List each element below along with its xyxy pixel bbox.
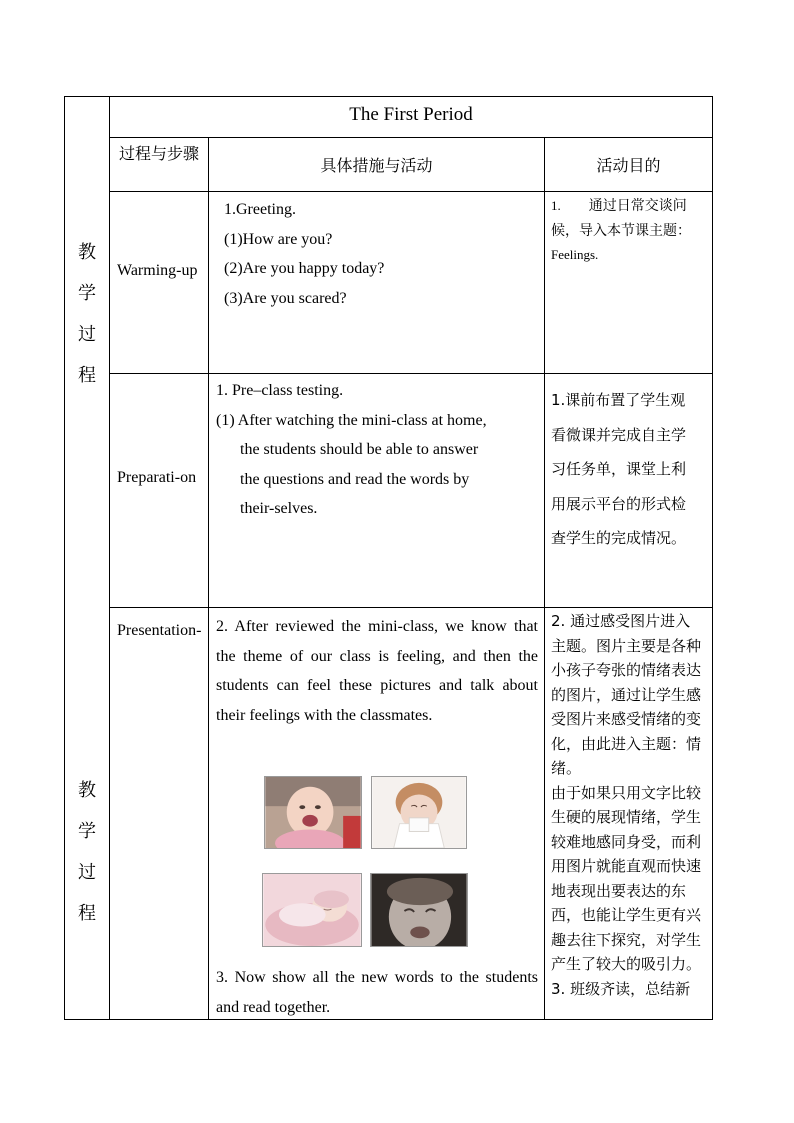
purpose-number: 1. xyxy=(551,198,561,213)
purpose-text: 通过日常交谈问候，导入本节课主题： xyxy=(551,198,691,239)
activity-line: (1) After watching the mini-class at home, xyxy=(216,411,487,429)
crying-child-photo xyxy=(370,873,468,947)
purpose-paragraph: 2. 通过感受图片进入主题。图片主要是各种小孩子夸张的情绪表达的图片，通过让学生感受图片来感受情绪的变化，由此进入主题：情绪。 xyxy=(551,612,702,777)
activity-line: the students should be able to answer xyxy=(240,441,479,458)
side-label-bottom: 教 学 过 程 xyxy=(78,780,96,924)
stage-presentation: Presentation- xyxy=(117,622,202,639)
activities-preparation xyxy=(216,376,542,524)
stage-preparation: Preparati-on xyxy=(117,469,197,486)
header-step: 过程与步骤 xyxy=(118,144,199,163)
laughing-baby-photo xyxy=(264,776,362,849)
activity-line: (2)Are you happy today? xyxy=(224,260,385,277)
purpose-tail: Feelings. xyxy=(551,247,599,262)
sleeping-baby-photo xyxy=(262,873,362,947)
activity-line: 1. Pre–class testing. xyxy=(216,382,344,399)
activities-warming-up xyxy=(224,195,540,313)
stage-warming-up: Warming-up xyxy=(117,262,198,279)
header-activity: 具体措施与活动 xyxy=(320,156,433,175)
purpose-preparation: 1.课前布置了学生观看微课并完成自主学习任务单，课堂上利用展示平台的形式检查学生的完成情况。 xyxy=(551,391,687,547)
table-border-right xyxy=(712,96,713,1020)
row-line-preparation xyxy=(109,607,713,608)
row-line-warmup xyxy=(109,373,713,374)
purpose-warming-up xyxy=(551,194,707,268)
crying-child-image xyxy=(371,874,467,946)
sneezing-child-photo xyxy=(371,776,467,849)
sleeping-baby-image xyxy=(263,874,361,946)
activity-line: (1)How are you? xyxy=(224,230,333,248)
purpose-paragraph: 3. 班级齐读，总结新 xyxy=(551,979,691,998)
purpose-presentation xyxy=(551,609,704,1001)
activity-line: their-selves. xyxy=(240,500,318,517)
sneezing-child-image xyxy=(372,777,466,848)
row-line-title xyxy=(109,137,713,138)
table-border-top xyxy=(64,96,713,97)
side-label-top: 教 学 过 程 xyxy=(78,242,96,386)
table-divider-activity xyxy=(544,137,545,1020)
table-divider-side xyxy=(109,96,110,1020)
activity-line: the questions and read the words by xyxy=(240,470,470,488)
activity-line: 1.Greeting. xyxy=(224,201,296,218)
activities-presentation-2: 3. Now show all the new words to the students and read together. xyxy=(216,969,538,1016)
activities-presentation-1: 2. After reviewed the mini-class, we know that the theme of our class is feeling, and then the students can feel these pictures and talk about their feelings with the classmates. xyxy=(216,618,538,724)
header-purpose: 活动目的 xyxy=(596,156,661,175)
activity-line: (3)Are you scared? xyxy=(224,289,347,307)
table-divider-stage xyxy=(208,137,209,1020)
row-line-header xyxy=(109,191,713,192)
period-title: The First Period xyxy=(349,104,473,125)
purpose-paragraph: 由于如果只用文字比较生硬的展现情绪，学生较难地感同身受，而利用图片就能直观而快速地表现出要表达的东西，也能让学生更有兴趣去往下探究，对学生产生了较大的吸引力。 xyxy=(551,783,702,973)
laughing-baby-image xyxy=(265,777,361,848)
